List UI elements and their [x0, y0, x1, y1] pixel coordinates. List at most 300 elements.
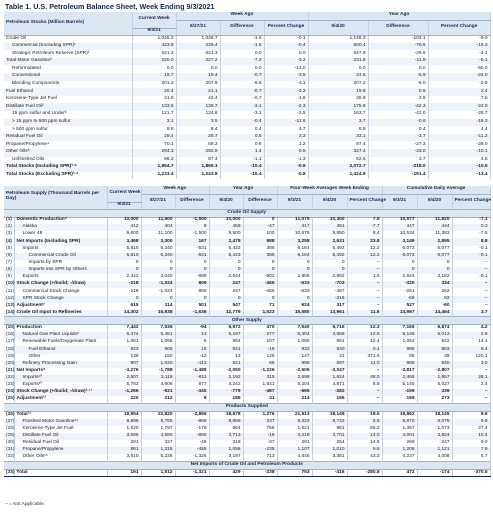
- supply-cell: 19,954: [107, 412, 141, 419]
- supply-cell: 3,701: [312, 433, 347, 440]
- stocks-cell: 20.4: [132, 88, 176, 96]
- supply-cell: 3,824: [417, 433, 452, 440]
- supply-cell: 18: [175, 346, 209, 353]
- supply-cell: 3,040: [141, 274, 175, 281]
- supply-cell: 10,300: [312, 217, 347, 224]
- supply-cell: 12,779: [209, 310, 243, 317]
- supply-cell: 15,580: [277, 310, 312, 317]
- supply-cell: -1,226: [243, 368, 277, 375]
- supply-cell: 968: [382, 361, 417, 368]
- stocks-row-label: Total Stocks (Including SPR)³·⁴: [4, 164, 132, 172]
- stocks-cell: 87.4: [176, 157, 220, 165]
- supply-row: [4, 440, 490, 447]
- supply-cell: 3,713: [209, 433, 243, 440]
- supply-row: [4, 217, 490, 224]
- supply-cell: 150: [141, 354, 175, 361]
- supply-cell: -280.8: [347, 470, 382, 477]
- supply-cell: -0.1: [452, 246, 490, 253]
- supply-cell: 281: [107, 440, 141, 447]
- supply-cell: 4,590: [141, 433, 175, 440]
- line-number: (23): [6, 382, 15, 388]
- stocks-row: [4, 35, 490, 43]
- supply-cell: 451: [312, 224, 347, 231]
- supply-cell: –: [347, 396, 382, 403]
- supply-cell: 8: [175, 396, 209, 403]
- stocks-cell: 4.7: [264, 126, 308, 134]
- supply-cell: 9,755: [141, 419, 175, 426]
- supply-cell: 5.7: [452, 454, 490, 461]
- supply-cell: 27.4: [452, 426, 490, 433]
- stocks-cell: -10.4: [220, 164, 264, 172]
- supply-cell: 315: [243, 375, 277, 382]
- supply-cell: 26.1: [452, 375, 490, 382]
- stocks-cell: 1.2: [264, 141, 308, 149]
- supply-cell: -174: [417, 470, 452, 477]
- stocks-cell: 3.7: [368, 157, 428, 165]
- supply-row-label: Refinery Processing Gain: [14, 361, 107, 368]
- supply-cell: 8,896: [107, 419, 141, 426]
- supply-4w-percent-header: Percent Change: [347, 194, 382, 209]
- supply-cell: -218: [107, 288, 141, 295]
- supply-row: [4, 310, 490, 317]
- supply-cell: 5,492: [312, 253, 347, 260]
- line-number: (30): [6, 440, 15, 446]
- stocks-cell: 21.1: [176, 88, 220, 96]
- supply-cell: -1,266: [107, 389, 141, 396]
- supply-cell: 527: [382, 303, 417, 310]
- supply-cell: 9,323: [277, 419, 312, 426]
- supply-cell: 247: [209, 281, 243, 288]
- supply-cell: 11,100: [141, 231, 175, 238]
- stocks-row: [4, 172, 490, 180]
- supply-cell: 954: [209, 339, 243, 346]
- supply-row: [4, 375, 490, 382]
- supply-row-label: Net Imports⁹: [14, 368, 107, 375]
- supply-cell: 10.4: [452, 433, 490, 440]
- supply-cell: 9.6: [347, 447, 382, 454]
- supply-cell: 5,464: [277, 332, 312, 339]
- supply-cell: –: [452, 303, 490, 310]
- supply-cell: –: [347, 260, 382, 267]
- stocks-cell: 0.6: [220, 134, 264, 142]
- supply-row: [4, 296, 490, 303]
- supply-cell: 6,340: [141, 253, 175, 260]
- section-header-row: [4, 404, 490, 412]
- supply-cell: 199: [382, 396, 417, 403]
- supply-cell: 0: [209, 296, 243, 303]
- supply-cell: 125: [243, 354, 277, 361]
- supply-cell: 0: [243, 296, 277, 303]
- supply-cell: 417: [277, 224, 312, 231]
- supply-cell: –: [452, 281, 490, 288]
- stocks-cell: 19.9: [308, 88, 368, 96]
- stocks-cell: -3.2: [264, 88, 308, 96]
- stocks-year-difference-header: Difference: [368, 20, 428, 35]
- supply-cell: 966: [382, 346, 417, 353]
- supply-cell: -602: [243, 274, 277, 281]
- stocks-cell: 82.6: [308, 157, 368, 165]
- supply-cell: 65.3: [347, 426, 382, 433]
- supply-cell: -2,050: [209, 368, 243, 375]
- supply-cell: 371.6: [347, 354, 382, 361]
- supply-cell: -2,505: [277, 368, 312, 375]
- line-number: (22): [6, 375, 15, 381]
- stocks-cell: -1.6: [264, 96, 308, 104]
- supply-cell: 14.0: [347, 433, 382, 440]
- supply-row-label: Other Oils¹⁵: [14, 454, 107, 461]
- line-number: (32): [4, 454, 14, 461]
- supply-cum-prior-date: 9/4/20: [417, 194, 452, 209]
- supply-cell: 404: [141, 224, 175, 231]
- supply-cell: 6,972: [209, 325, 243, 332]
- stocks-cell: 2.9: [368, 96, 428, 104]
- stocks-cell: 8.4: [176, 126, 220, 134]
- line-number: (9): [4, 274, 14, 281]
- supply-cell: 71: [243, 303, 277, 310]
- supply-cell: 12.2: [347, 253, 382, 260]
- supply-cell: 254: [312, 440, 347, 447]
- supply-cell: 472: [382, 470, 417, 477]
- stocks-cell: -42.0: [368, 111, 428, 119]
- supply-4w-prior-date: 9/4/20: [312, 194, 347, 209]
- supply-cell: 114: [141, 303, 175, 310]
- stocks-row: [4, 73, 490, 81]
- supply-row: [4, 361, 490, 368]
- stocks-cell: 33.1: [308, 134, 368, 142]
- supply-cell: 5,474: [107, 332, 141, 339]
- stocks-cell: 1,045.2: [132, 35, 176, 43]
- supply-cell: 3,197: [209, 454, 243, 461]
- supply-row: [4, 354, 490, 361]
- stocks-row-label: Kerosene-Type Jet Fuel: [4, 96, 132, 104]
- stocks-cell: -3.5: [264, 73, 308, 81]
- supply-cell: 0: [141, 296, 175, 303]
- supply-cell: 14,464: [417, 310, 452, 317]
- stocks-cell: -76.6: [368, 43, 428, 51]
- supply-row-label: Lower 48: [14, 231, 107, 238]
- supply-year-ago-header: Year Ago: [209, 186, 277, 194]
- supply-cell: 100: [243, 231, 277, 238]
- line-number: (13): [6, 302, 15, 308]
- supply-cell: 1,512: [141, 470, 175, 477]
- supply-cell: 6,077: [417, 246, 452, 253]
- supply-cell: 107: [243, 339, 277, 346]
- supply-cell: 13: [175, 332, 209, 339]
- line-number: (20): [6, 360, 15, 366]
- supply-cell: -0.1: [452, 253, 490, 260]
- supply-cell: 2,924: [382, 274, 417, 281]
- stocks-cell: -191.4: [368, 172, 428, 180]
- supply-cell: 1,824: [312, 375, 347, 382]
- supply-row-label: Crude Oil Input to Refineries: [14, 310, 107, 317]
- supply-row-label: Imports: [14, 246, 107, 253]
- stocks-cell: 621.3: [176, 50, 220, 58]
- supply-cell: 9.6: [452, 412, 490, 419]
- supply-cell: 0: [175, 260, 209, 267]
- supply-row: [4, 339, 490, 346]
- supply-cell: 3,149: [382, 238, 417, 245]
- supply-cell: -320: [382, 281, 417, 288]
- stocks-row-label: Total Stocks (Excluding SPR)³·⁴: [4, 172, 132, 180]
- supply-cell: 923: [107, 346, 141, 353]
- supply-cell: -1,024: [141, 281, 175, 288]
- supply-row: [4, 412, 490, 419]
- supply-cell: 1,121: [417, 447, 452, 454]
- stocks-row: [4, 96, 490, 104]
- stocks-cell: -15.3: [428, 43, 490, 51]
- supply-cell: 0: [312, 260, 347, 267]
- supply-cell: 1,541: [243, 382, 277, 389]
- footnote: – = Not Applicable.: [5, 502, 46, 507]
- supply-cell: 12.3: [347, 325, 382, 332]
- supply-row-label: Commercial Crude Oil: [14, 253, 107, 260]
- supply-cell: 8,659: [209, 419, 243, 426]
- supply-cell: 922: [417, 339, 452, 346]
- supply-cell: 1,010: [312, 447, 347, 454]
- stocks-cell: 0.5: [264, 149, 308, 157]
- supply-cell: 6,077: [417, 253, 452, 260]
- supply-cell: 2,944: [209, 274, 243, 281]
- supply-cell: 940: [417, 361, 452, 368]
- supply-cell: 247: [209, 288, 243, 295]
- stocks-row: [4, 43, 490, 51]
- supply-cell: 14.1: [452, 339, 490, 346]
- supply-cell: 5,461: [141, 332, 175, 339]
- supply-cell: 7.9: [452, 447, 490, 454]
- stocks-row: [4, 164, 490, 172]
- supply-cell: 9.4: [452, 346, 490, 353]
- stocks-cell: -25.7: [428, 111, 490, 119]
- stocks-row: [4, 141, 490, 149]
- stocks-cell: 425.4: [176, 43, 220, 51]
- supply-cell: -3,047: [312, 368, 347, 375]
- supply-cell: -455: [175, 447, 209, 454]
- stocks-week-percent-header: Percent Change: [264, 20, 308, 35]
- supply-cell: 191: [107, 470, 141, 477]
- stocks-cell: -3.7: [368, 134, 428, 142]
- stocks-cell: 70.1: [132, 141, 176, 149]
- supply-cell: –: [452, 288, 490, 295]
- stocks-cell: 2.3: [264, 134, 308, 142]
- supply-row-label: Other: [14, 354, 107, 361]
- stocks-week-date: 8/27/21: [176, 20, 220, 35]
- supply-cell: 907: [107, 361, 141, 368]
- supply-cell: -18: [243, 433, 277, 440]
- supply-cell: 0: [107, 260, 141, 267]
- stocks-cell: 41.8: [132, 96, 176, 104]
- supply-row-label: Natural Gas Plant Liquids⁸: [14, 332, 107, 339]
- stocks-cell: 0.0: [368, 65, 428, 73]
- supply-cell: -94: [175, 325, 209, 332]
- supply-cell: 31: [243, 396, 277, 403]
- supply-row-label: Propane/Propylene: [14, 447, 107, 454]
- supply-row-label: Total¹³: [14, 412, 107, 419]
- supply-cell: 1,316: [141, 447, 175, 454]
- line-number: (3): [4, 231, 14, 238]
- stocks-cell: 327.4: [308, 149, 368, 157]
- supply-cell: -12: [175, 354, 209, 361]
- supply-cell: 981: [312, 426, 347, 433]
- stocks-row-label: Distillate Fuel Oil³: [4, 103, 132, 111]
- stocks-cell: 133.6: [132, 103, 176, 111]
- supply-cell: 9,600: [107, 231, 141, 238]
- supply-cell: 0: [417, 260, 452, 267]
- supply-cum-percent-header: Percent Change: [452, 194, 490, 209]
- section-title: Other Supply: [4, 317, 490, 325]
- supply-cell: 3,695: [107, 433, 141, 440]
- supply-cell: -7.1: [452, 217, 490, 224]
- supply-cell: 5,423: [209, 246, 243, 253]
- supply-cell: 11,075: [277, 217, 312, 224]
- section-title: Crude Oil Supply: [4, 209, 490, 217]
- stocks-cell: -0.7: [220, 73, 264, 81]
- supply-cell: 86: [382, 354, 417, 361]
- supply-cell: 4,242: [209, 382, 243, 389]
- supply-cell: -282: [312, 389, 347, 396]
- supply-cell: -235: [243, 447, 277, 454]
- supply-cell: 1,209: [382, 447, 417, 454]
- stocks-cell: 621.3: [132, 50, 176, 58]
- stocks-cell: -6.5: [220, 81, 264, 89]
- stocks-row-label: > 15 ppm to 500 ppm sulfur: [4, 119, 132, 127]
- stocks-cell: 0.0: [220, 65, 264, 73]
- stocks-row: [4, 126, 490, 134]
- supply-row-label: Stock Change (+/build; -/draw): [14, 281, 107, 288]
- supply-4w-current-date: 9/3/21: [277, 194, 312, 209]
- supply-cell: 10,675: [277, 231, 312, 238]
- stocks-cell: 163.7: [308, 111, 368, 119]
- supply-cell: 6,716: [312, 325, 347, 332]
- petroleum-stocks-table: [4, 12, 491, 179]
- line-number: (16): [6, 332, 15, 338]
- stocks-row-label: Strategic Petroleum Reserve (SPR)²: [4, 50, 132, 58]
- supply-cell: -199: [382, 389, 417, 396]
- supply-cell: –: [452, 260, 490, 267]
- supply-row-label: Net Imports (Including SPR): [14, 238, 107, 245]
- supply-cell: 2,192: [209, 375, 243, 382]
- supply-cell: –: [452, 267, 490, 274]
- supply-cell: -3,276: [107, 368, 141, 375]
- supply-label-header: Petroleum Supply (Thousand Barrels per Day): [4, 186, 107, 209]
- stocks-cell: -103.1: [368, 35, 428, 43]
- supply-cell: 941: [209, 346, 243, 353]
- supply-row-label: Adjustment¹²: [14, 396, 107, 403]
- supply-cell: -218: [107, 281, 141, 288]
- line-number: (25): [4, 396, 14, 403]
- stocks-label-header: Petroleum Stocks (Million Barrels): [4, 12, 132, 35]
- stocks-row: [4, 88, 490, 96]
- supply-row: [4, 470, 490, 477]
- stocks-cell: 0.5: [368, 88, 428, 96]
- supply-cell: 10,000: [107, 217, 141, 224]
- supply-cell: 9.9: [452, 419, 490, 426]
- supply-cell: 0: [382, 260, 417, 267]
- supply-cell: 18,149: [312, 412, 347, 419]
- supply-cell: 5,145: [382, 382, 417, 389]
- supply-cell: 12.4: [347, 339, 382, 346]
- supply-cell: 1,957: [417, 375, 452, 382]
- stocks-cell: -9.0: [428, 35, 490, 43]
- supply-cell: 6: [175, 339, 209, 346]
- supply-cell: 1,061: [107, 339, 141, 346]
- supply-cell: -779: [209, 389, 243, 396]
- supply-cell: -611: [175, 375, 209, 382]
- stocks-cell: 2.4: [428, 88, 490, 96]
- supply-cell: 0: [209, 260, 243, 267]
- line-number: (26): [6, 411, 15, 417]
- supply-row: [4, 396, 490, 403]
- stocks-cell: -0.7: [220, 96, 264, 104]
- stocks-cell: -2.9: [428, 81, 490, 89]
- supply-cell: 1,073: [417, 426, 452, 433]
- supply-cell: 3,300: [141, 238, 175, 245]
- stocks-cell: 18.7: [132, 73, 176, 81]
- supply-cell: -113: [175, 361, 209, 368]
- supply-cell: 18.5: [347, 412, 382, 419]
- supply-cell: 2,895: [417, 238, 452, 245]
- stocks-cell: -0.6: [264, 164, 308, 172]
- supply-row: [4, 267, 490, 274]
- line-number: (17): [6, 339, 15, 345]
- line-number: (12): [6, 295, 15, 301]
- supply-cell: -46: [175, 440, 209, 447]
- supply-cell: 1.5: [347, 274, 382, 281]
- supply-row-label: Stock Change (+/build; -/draw)³·¹¹: [14, 389, 107, 396]
- supply-cell: -921: [141, 389, 175, 396]
- supply-cell: 7,165: [382, 325, 417, 332]
- supply-cell: 291: [277, 440, 312, 447]
- supply-cell: 147: [277, 354, 312, 361]
- supply-cell: -1,500: [175, 231, 209, 238]
- supply-cell: 4,008: [417, 454, 452, 461]
- supply-cell: 13: [209, 354, 243, 361]
- stocks-cell: 3.1: [132, 119, 176, 127]
- supply-cell: 8,870: [382, 419, 417, 426]
- stocks-cell: -5.1: [428, 58, 490, 66]
- supply-cell: 220: [107, 396, 141, 403]
- supply-cell: 4,871: [312, 382, 347, 389]
- supply-cell: 1,797: [141, 426, 175, 433]
- supply-cell: 11,820: [417, 217, 452, 224]
- supply-cell: 5,204: [277, 382, 312, 389]
- stocks-cell: -10.5: [428, 164, 490, 172]
- stocks-cell: -6.0: [368, 81, 428, 89]
- stocks-cell: 207.8: [176, 81, 220, 89]
- supply-cell: -176: [175, 426, 209, 433]
- supply-cell: 14,997: [382, 310, 417, 317]
- supply-cell: 39: [417, 354, 452, 361]
- section-header-row: [4, 462, 490, 470]
- supply-cell: 3,381: [312, 454, 347, 461]
- supply-cell: 821: [209, 361, 243, 368]
- supply-cell: 2.6: [452, 332, 490, 339]
- supply-cum-current-date: 9/3/21: [382, 194, 417, 209]
- supply-cell: 247: [417, 440, 452, 447]
- stocks-cell: 8.8: [132, 126, 176, 134]
- supply-cell: 277: [243, 332, 277, 339]
- supply-cell: 2,631: [312, 238, 347, 245]
- line-number: (19): [6, 353, 15, 359]
- stocks-row-label: Crude Oil: [4, 35, 132, 43]
- supply-cell: 0: [175, 267, 209, 274]
- supply-cell: 196: [312, 396, 347, 403]
- supply-cell: –: [347, 389, 382, 396]
- stocks-row: [4, 81, 490, 89]
- supply-cell: 713: [243, 454, 277, 461]
- stocks-cell: 38.8: [308, 96, 368, 104]
- stocks-row-label: Blending Components: [4, 81, 132, 89]
- stocks-cell: 28.7: [176, 134, 220, 142]
